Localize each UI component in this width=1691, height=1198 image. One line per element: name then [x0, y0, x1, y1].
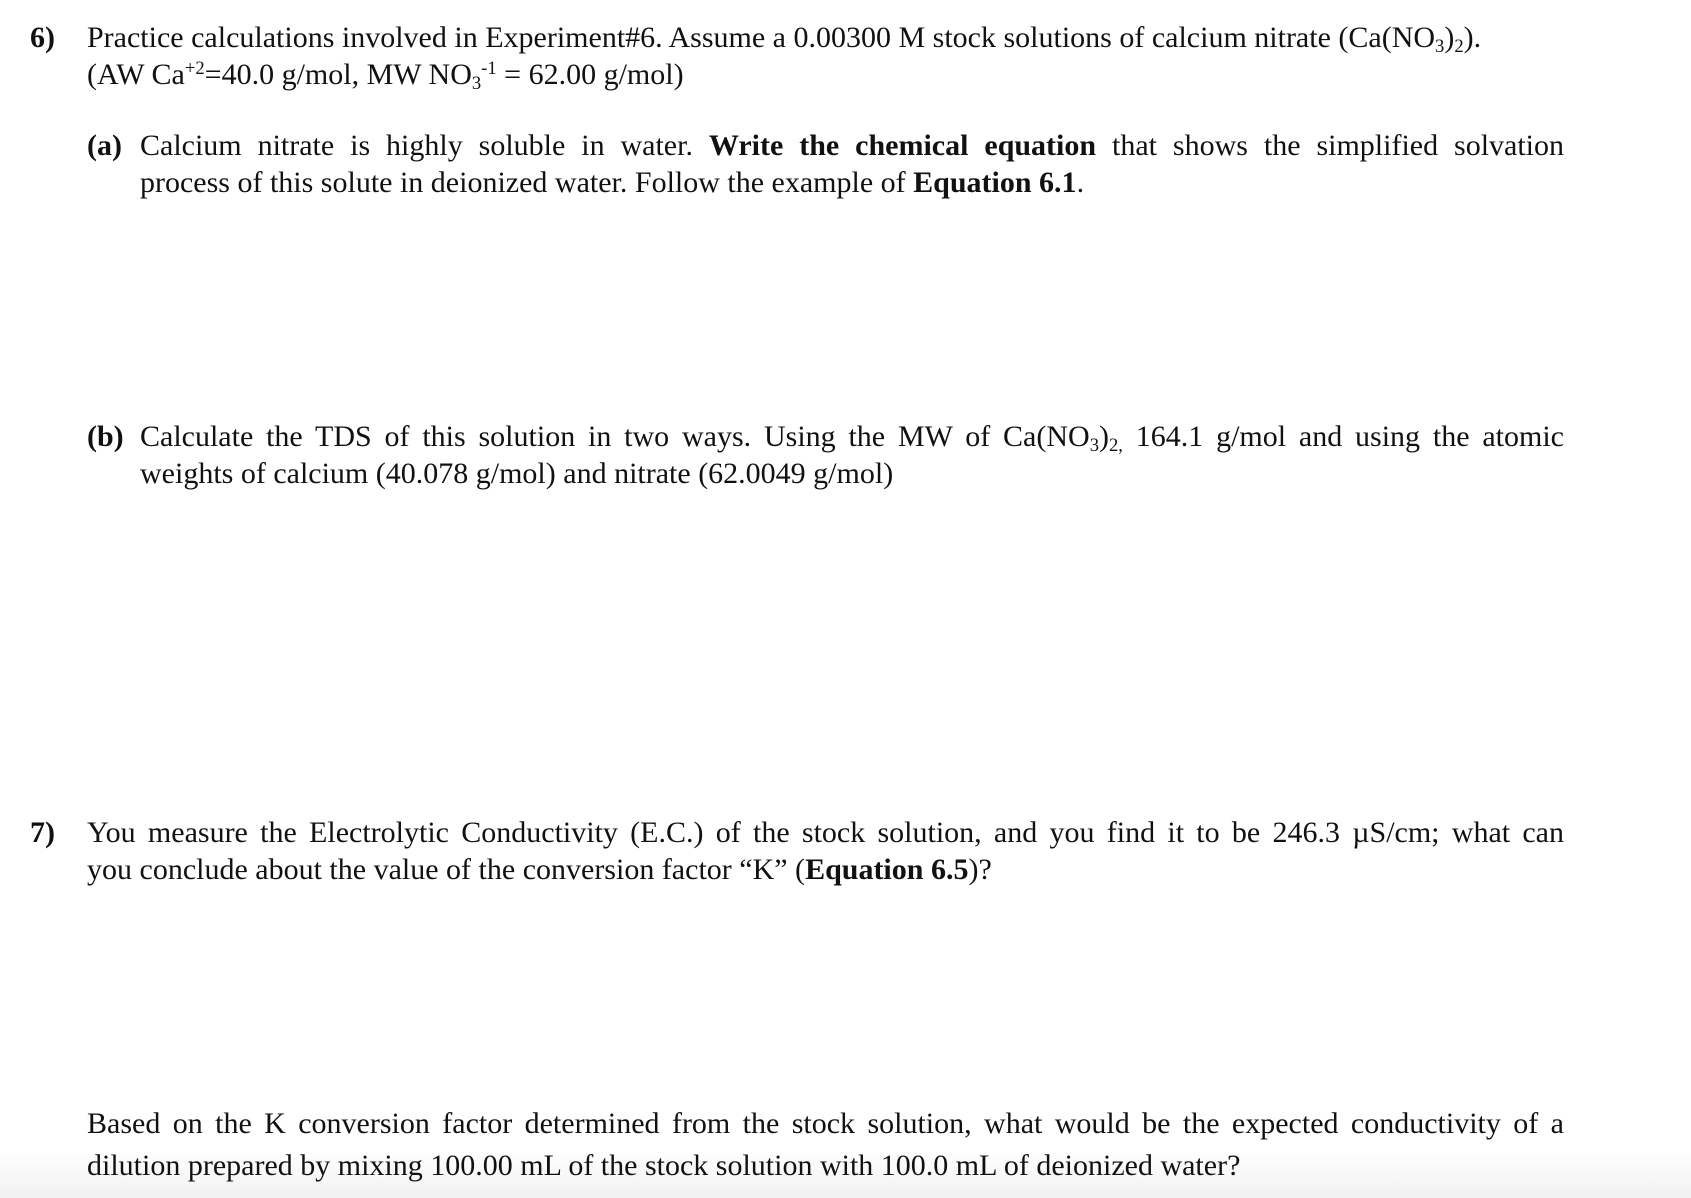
- question-7-number: 7): [30, 816, 55, 849]
- q6-text: ).: [1463, 21, 1482, 54]
- part-b-text: 164.1 g/mol and using the atomic: [1122, 420, 1564, 453]
- q6-text: =40.0 g/mol, MW NO: [204, 58, 472, 91]
- part-a-text: process of this solute in deionized water. Follow the example of: [140, 166, 906, 199]
- followup-prompt-line-2: dilution prepared by mixing 100.00 mL of the stock solution with 100.0 mL of deionized water?: [87, 1149, 1241, 1182]
- q6-sub: 3: [1435, 36, 1445, 58]
- question-6-prompt-line-1: [87, 20, 1481, 56]
- q6-sup: -1: [481, 57, 497, 79]
- followup-text: Based on the K conversion factor determined from the stock solution, what would be the expected conductivity of a: [87, 1107, 1564, 1140]
- part-a-prompt-line-1: [140, 128, 1564, 164]
- question-6-number: 6): [30, 21, 55, 54]
- part-a-prompt-line-2: [140, 165, 1084, 201]
- question-7-prompt-line-2: [87, 852, 992, 888]
- part-a-bold: Equation 6.1: [913, 166, 1077, 199]
- question-7-prompt-line-1: [87, 815, 1564, 851]
- followup-prompt-line-1: [87, 1106, 1564, 1142]
- part-b-prompt-line-1: [140, 419, 1564, 455]
- q7-bold: Equation 6.5: [805, 853, 969, 886]
- q7-text: you conclude about the value of the conversion factor “K” (: [87, 853, 806, 886]
- part-b-prompt-line-2: weights of calcium (40.078 g/mol) and nitrate (62.0049 g/mol): [140, 457, 894, 490]
- q6-text: ): [1444, 21, 1455, 54]
- part-b-label: (b): [87, 420, 124, 453]
- q6-text: (AW Ca: [87, 58, 185, 91]
- part-b-sub: 3: [1089, 435, 1099, 457]
- q6-sub: 3: [471, 73, 482, 95]
- part-a-text: Calcium nitrate is highly soluble in water.: [140, 129, 693, 162]
- q7-text: You measure the Electrolytic Conductivity (E.C.) of the stock solution, and you find it to be 246.3 µS/cm; what can: [87, 816, 1564, 849]
- part-b-text: Calculate the TDS of this solution in two ways. Using the MW of Ca(NO: [140, 420, 1090, 453]
- part-a-text: that shows the simplified solvation: [1112, 129, 1565, 162]
- question-6-prompt-line-2: [87, 57, 684, 93]
- q6-sub: 2: [1454, 36, 1464, 58]
- q6-text: Practice calculations involved in Experiment#6. Assume a 0.00300 M stock solutions of calcium nitrate (Ca(NO: [87, 21, 1436, 54]
- q6-sup: +2: [184, 57, 205, 79]
- part-b-text: ): [1098, 420, 1109, 453]
- part-a-text: .: [1076, 166, 1085, 199]
- part-a-label: (a): [87, 129, 122, 162]
- part-b-sub: 2,: [1108, 435, 1123, 457]
- q6-text: = 62.00 g/mol): [496, 58, 684, 91]
- part-a-bold: Write the chemical equation: [708, 129, 1097, 162]
- q7-text: )?: [968, 853, 992, 886]
